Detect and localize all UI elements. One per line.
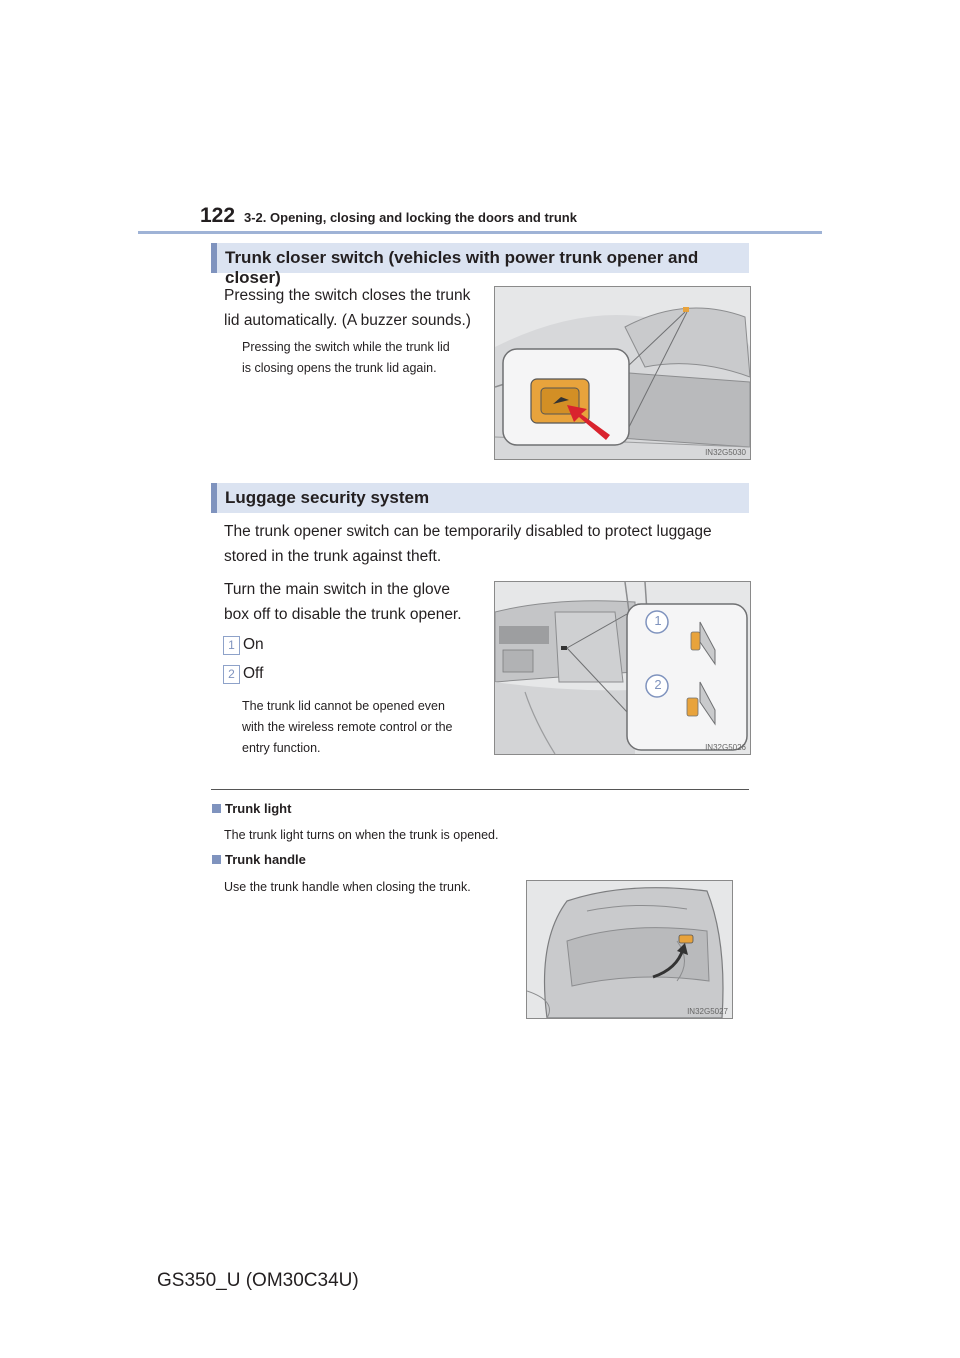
header-rule [138,231,822,234]
trunk-handle-figure-code: IN32G5027 [687,1007,728,1016]
luggage-security-heading: Luggage security system [225,488,430,507]
luggage-security-body-line2: box off to disable the trunk opener. [224,606,462,623]
trunk-closer-note [242,337,450,379]
figure-callout-2: 2 [654,677,662,692]
section-title: 3-2. Opening, closing and locking the doors and trunk [244,210,577,225]
luggage-security-figure [494,581,751,755]
trunk-closer-heading-bar [211,243,749,287]
luggage-security-intro [224,519,746,569]
trunk-light-heading [212,801,291,816]
trunk-handle-figure [526,880,733,1019]
item-label-on: On [243,636,264,653]
luggage-security-note-line1: The trunk lid cannot be opened even [242,699,445,713]
luggage-security-figure-code: IN32G5026 [705,743,746,752]
luggage-security-body-line1: Turn the main switch in the glove [224,581,451,598]
item-number-1: 1 [223,636,240,655]
luggage-security-body [224,577,462,627]
luggage-security-intro-line1: The trunk opener switch can be temporarily disabled to protect luggage [224,523,712,540]
trunk-closer-figure [494,286,751,460]
square-bullet-icon [212,855,221,864]
trunk-handle-text: Use the trunk handle when closing the trunk. [224,880,471,894]
trunk-closer-heading: Trunk closer switch (vehicles with power trunk opener and closer) [225,248,699,287]
trunk-closer-note-line2: is closing opens the trunk lid again. [242,361,437,375]
luggage-security-intro-line2: stored in the trunk against theft. [224,548,442,565]
trunk-light-title: Trunk light [225,801,292,816]
trunk-closer-body-line1: Pressing the switch closes the trunk [224,287,471,304]
footer-model: GS350_U (OM30C34U) [157,1270,359,1291]
trunk-closer-illustration [495,287,750,459]
luggage-security-note [242,696,453,759]
luggage-security-heading-bar [211,483,749,513]
trunk-closer-body-line2: lid automatically. (A buzzer sounds.) [224,312,471,329]
trunk-light-text: The trunk light turns on when the trunk is opened. [224,828,499,842]
item-number-2: 2 [223,665,240,684]
page-number: 122 [200,204,236,227]
luggage-security-note-line3: entry function. [242,741,321,755]
luggage-security-note-line2: with the wireless remote control or the [242,720,453,734]
glove-box-illustration [495,582,750,754]
trunk-closer-body [224,283,471,333]
square-bullet-icon [212,804,221,813]
item-label-off: Off [243,665,264,682]
trunk-closer-figure-code: IN32G5030 [705,448,746,457]
figure-callout-1: 1 [654,613,662,628]
trunk-handle-heading [212,852,306,867]
trunk-handle-title: Trunk handle [225,852,306,867]
trunk-closer-note-line1: Pressing the switch while the trunk lid [242,340,450,354]
trunk-handle-illustration [527,881,732,1018]
info-divider [211,789,749,790]
